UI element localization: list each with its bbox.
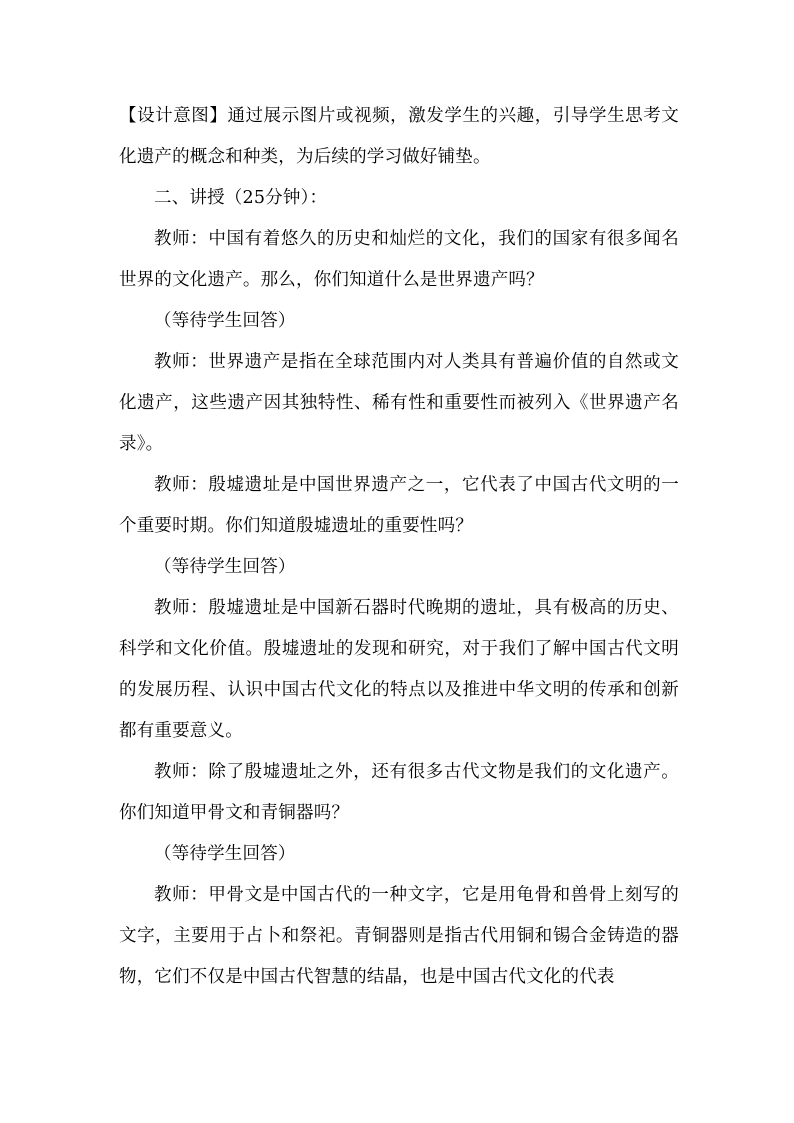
teacher-line: 教师：甲骨文是中国古代的一种文字，它是用龟骨和兽骨上刻写的文字，主要用于占卜和祭祀。青铜器则是指古代用铜和锡合金铸造的器物，它们不仅是中国古代智慧的结晶，也是中国古代文化的代表 bbox=[119, 885, 679, 987]
teacher-line: 教师：殷墟遗址是中国世界遗产之一，它代表了中国古代文明的一个重要时期。你们知道殷墟遗址的重要性吗？ bbox=[119, 475, 679, 536]
design-intent-paragraph: 【设计意图】通过展示图片或视频，激发学生的兴趣，引导学生思考文化遗产的概念和种类，为后续的学习做好铺垫。 bbox=[119, 106, 679, 167]
teacher-line: 教师：除了殷墟遗址之外，还有很多古代文物是我们的文化遗产。你们知道甲骨文和青铜器吗？ bbox=[119, 762, 679, 823]
section-heading-lecture: 二、讲授（25分钟）： bbox=[154, 188, 328, 208]
student-wait-note: （等待学生回答） bbox=[154, 311, 296, 331]
teacher-line: 教师：殷墟遗址是中国新石器时代晚期的遗址，具有极高的历史、科学和文化价值。殷墟遗址的发现和研究，对于我们了解中国古代文明的发展历程、认识中国古代文化的特点以及推进中华文明的传承和创新都有重要意义。 bbox=[119, 598, 679, 741]
teacher-line: 教师：世界遗产是指在全球范围内对人类具有普遍价值的自然或文化遗产，这些遗产因其独特性、稀有性和重要性而被列入《世界遗产名录》。 bbox=[119, 352, 679, 454]
teacher-line: 教师：中国有着悠久的历史和灿烂的文化，我们的国家有很多闻名世界的文化遗产。那么，你们知道什么是世界遗产吗？ bbox=[119, 229, 679, 290]
student-wait-note: （等待学生回答） bbox=[154, 844, 296, 864]
student-wait-note: （等待学生回答） bbox=[154, 557, 296, 577]
document-body bbox=[119, 96, 679, 998]
